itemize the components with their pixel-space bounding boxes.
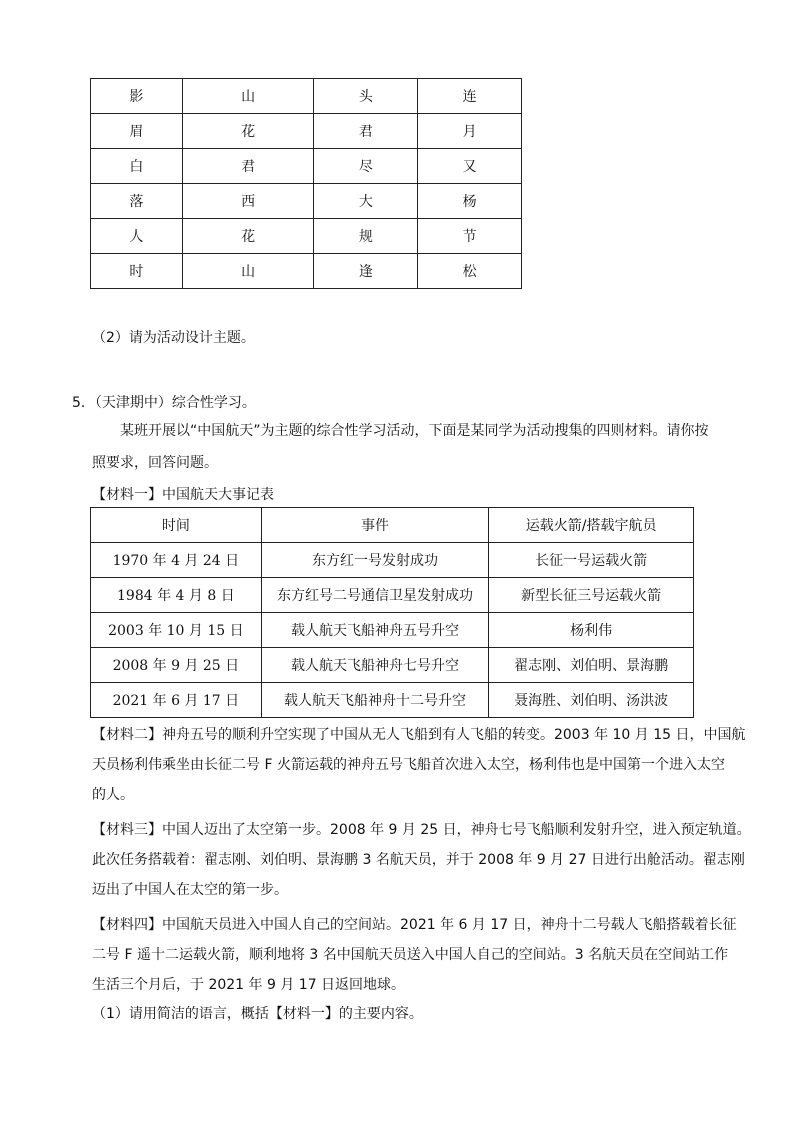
table-row xyxy=(91,114,522,149)
table-cell: 逢 xyxy=(314,254,418,289)
date-cell: 1970 年 4 月 24 日 xyxy=(91,543,262,578)
column-header: 时间 xyxy=(91,508,262,543)
material-1-label: 【材料一】中国航天大事记表 xyxy=(92,487,274,503)
material-3-line: 【材料三】中国人迈出了太空第一步。2008 年 9 月 25 日，神舟七号飞船顺利发射升空，进入预定轨道。 xyxy=(92,822,751,838)
table-cell: 头 xyxy=(314,79,418,114)
material-2-line: 的人。 xyxy=(92,787,134,803)
rocket-cell: 杨利伟 xyxy=(489,613,694,648)
character-table xyxy=(90,78,522,289)
event-cell: 载人航天飞船神舟七号升空 xyxy=(261,648,489,683)
table-cell: 大 xyxy=(314,184,418,219)
table-cell: 君 xyxy=(314,114,418,149)
column-header: 运载火箭/搭载宇航员 xyxy=(489,508,694,543)
event-cell: 东方红号二号通信卫星发射成功 xyxy=(261,578,489,613)
table-header-row xyxy=(91,508,694,543)
question-5-header xyxy=(72,392,256,412)
material-4-line: 【材料四】中国航天员进入中国人自己的空间站。2021 年 6 月 17 日，神舟十二号载人飞船搭载着长征 xyxy=(92,917,737,933)
table-cell: 规 xyxy=(314,219,418,254)
rocket-cell: 聂海胜、刘伯明、汤洪波 xyxy=(489,683,694,718)
table-cell: 落 xyxy=(91,184,183,219)
material-4-line: 二号 F 遥十二运载火箭，顺利地将 3 名中国航天员送入中国人自己的空间站。3 名航天员在空间站工作 xyxy=(92,947,729,963)
table-cell: 西 xyxy=(182,184,314,219)
material-3-line: 此次任务搭载着：翟志刚、刘伯明、景海鹏 3 名航天员，并于 2008 年 9 月 27 日进行出舱活动。翟志刚 xyxy=(92,852,745,868)
table-cell: 月 xyxy=(418,114,522,149)
table-row xyxy=(91,578,694,613)
table-row xyxy=(91,254,522,289)
date-cell: 1984 年 4 月 8 日 xyxy=(91,578,262,613)
date-cell: 2008 年 9 月 25 日 xyxy=(91,648,262,683)
table-cell: 眉 xyxy=(91,114,183,149)
table-cell: 又 xyxy=(418,149,522,184)
date-cell: 2021 年 6 月 17 日 xyxy=(91,683,262,718)
table-cell: 山 xyxy=(182,79,314,114)
table-row xyxy=(91,543,694,578)
table-row xyxy=(91,184,522,219)
table-row xyxy=(91,648,694,683)
intro-line-1: 某班开展以“中国航天”为主题的综合性学习活动，下面是某同学为活动搜集的四则材料。请你按 xyxy=(120,423,709,439)
table-row xyxy=(91,613,694,648)
table-cell: 连 xyxy=(418,79,522,114)
table-cell: 花 xyxy=(182,219,314,254)
material-2-line: 【材料二】神舟五号的顺利升空实现了中国从无人飞船到有人飞船的转变。2003 年 10 月 15 日，中国航 xyxy=(92,727,746,743)
table-cell: 松 xyxy=(418,254,522,289)
table-cell: 山 xyxy=(182,254,314,289)
table-row xyxy=(91,149,522,184)
table-cell: 人 xyxy=(91,219,183,254)
event-cell: 东方红一号发射成功 xyxy=(261,543,489,578)
sub-question-2: （2）请为活动设计主题。 xyxy=(92,330,255,346)
table-row xyxy=(91,79,522,114)
events-table xyxy=(90,507,694,718)
rocket-cell: 新型长征三号运载火箭 xyxy=(489,578,694,613)
material-4 xyxy=(92,910,737,1000)
material-4-line: 生活三个月后，于 2021 年 9 月 17 日返回地球。 xyxy=(92,977,406,993)
table-cell: 花 xyxy=(182,114,314,149)
intro-line-2: 照要求，回答问题。 xyxy=(92,455,218,471)
column-header: 事件 xyxy=(261,508,489,543)
rocket-cell: 翟志刚、刘伯明、景海鹏 xyxy=(489,648,694,683)
table-cell: 时 xyxy=(91,254,183,289)
question-number: 5． xyxy=(72,395,95,411)
table-cell: 影 xyxy=(91,79,183,114)
material-3 xyxy=(92,815,751,905)
table-cell: 白 xyxy=(91,149,183,184)
material-2-line: 天员杨利伟乘坐由长征二号 F 火箭运载的神舟五号飞船首次进入太空，杨利伟也是中国第一个进入太空 xyxy=(92,757,725,773)
event-cell: 载人航天飞船神舟十二号升空 xyxy=(261,683,489,718)
table-row xyxy=(91,219,522,254)
table-cell: 节 xyxy=(418,219,522,254)
table-row xyxy=(91,683,694,718)
sub-question-1: （1）请用简洁的语言，概括【材料一】的主要内容。 xyxy=(92,1006,423,1022)
event-cell: 载人航天飞船神舟五号升空 xyxy=(261,613,489,648)
rocket-cell: 长征一号运载火箭 xyxy=(489,543,694,578)
material-3-line: 迈出了中国人在太空的第一步。 xyxy=(92,882,288,898)
question-title: （天津期中）综合性学习。 xyxy=(94,395,256,411)
table-cell: 君 xyxy=(182,149,314,184)
table-cell: 杨 xyxy=(418,184,522,219)
date-cell: 2003 年 10 月 15 日 xyxy=(91,613,262,648)
material-2 xyxy=(92,720,746,810)
table-cell: 尽 xyxy=(314,149,418,184)
